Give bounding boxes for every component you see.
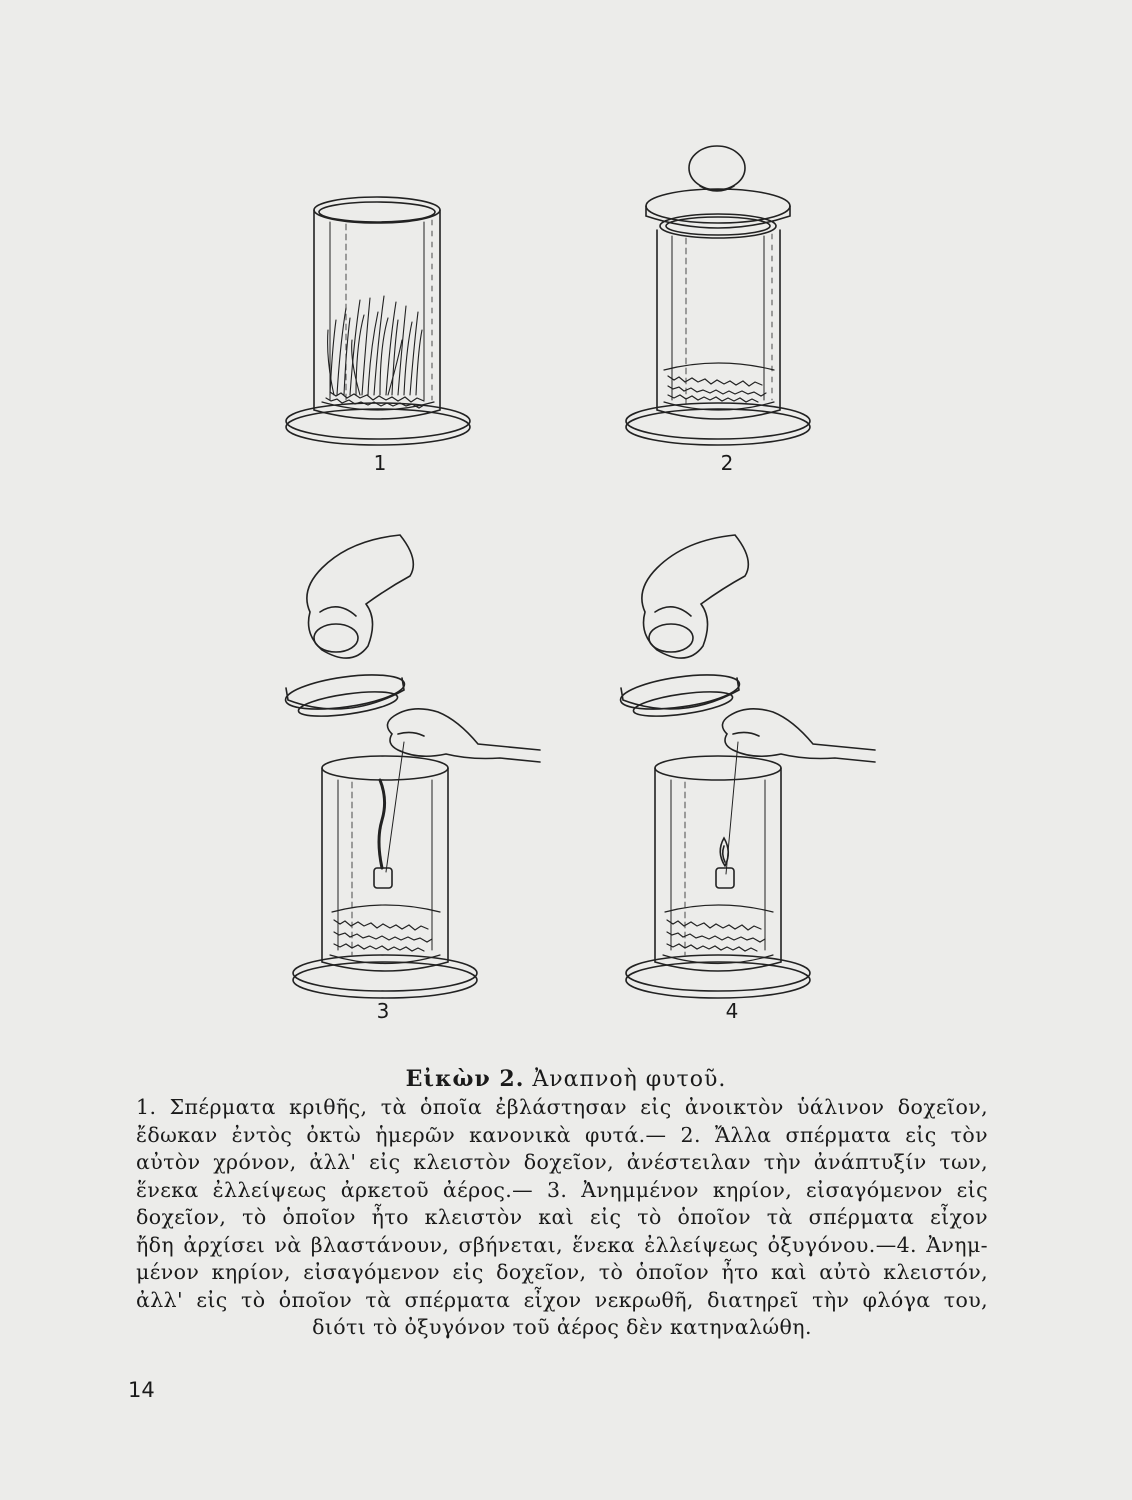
hand-4-holding-candle-string (722, 709, 875, 762)
sprouts-grass (328, 296, 422, 395)
jar-2-lid (646, 146, 790, 238)
caption-line: μένον κηρίον, εἰσαγόμενον εἰς δοχεῖον, τὸ ὁποῖον ἦτο καὶ αὐτὸ κλειστόν, (136, 1260, 988, 1284)
jar-4 (626, 756, 810, 998)
candle-4-lit (716, 742, 738, 888)
caption-line: 1. Σπέρματα κριθῆς, τὰ ὁποῖα ἐβλάστησαν εἰς ἀνοικτὸν ὑάλινον δοχεῖον, (136, 1095, 988, 1119)
caption-title-label: Εἰκὼν 2. (405, 1066, 525, 1092)
lid-4 (618, 669, 741, 721)
caption-line: ἀλλ' εἰς τὸ ὁποῖον τὰ σπέρματα εἶχον νεκρωθῆ, διατηρεῖ τὴν φλόγα του, (136, 1287, 988, 1312)
hand-4-holding-knob (642, 535, 748, 658)
caption-line: ἕνεκα ἐλλείψεως ἀρκετοῦ ἀέρος.— 3. Ἀνημμένον κηρίον, εἰσαγόμενον εἰς (136, 1177, 988, 1202)
caption-body (136, 1094, 988, 1342)
caption-line: δοχεῖον, τὸ ὁποῖον ἦτο κλειστὸν καὶ εἰς τὸ ὁποῖον τὰ σπέρματα εἶχον (136, 1205, 988, 1229)
figure-2-number: 2 (720, 451, 734, 475)
candle-3-extinguished (374, 742, 404, 888)
page-number: 14 (128, 1378, 155, 1402)
caption-line: ἤδη ἀρχίσει νὰ βλαστάνουν, σβήνεται, ἕνεκα ἐλλείψεως ὀξυγόνου.—4. Ἀνημ- (136, 1232, 988, 1257)
caption-title (0, 1066, 1132, 1092)
jar-2-closed (626, 230, 810, 445)
caption-line: ἔδωκαν ἐντὸς ὀκτὼ ἡμερῶν κανονικὰ φυτά.— 2. Ἄλλα σπέρματα εἰς τὸν (136, 1122, 988, 1147)
figure-1-number: 1 (373, 451, 387, 475)
jar-1-open-with-sprouts (286, 197, 470, 445)
figure-4-number: 4 (725, 999, 739, 1023)
hand-3-holding-knob (307, 535, 413, 658)
caption-line: διότι τὸ ὀξυγόνον τοῦ ἀέρος δὲν κατηναλώθη. (312, 1315, 812, 1339)
caption-title-text: Ἀναπνοὴ φυτοῦ. (532, 1067, 727, 1092)
caption-line: αὐτὸν χρόνον, ἀλλ' εἰς κλειστὸν δοχεῖον, ἀνέστειλαν τὴν ἀνάπτυξίν των, (136, 1150, 988, 1174)
figure-3-number: 3 (376, 999, 390, 1023)
lid-3 (283, 669, 406, 721)
hand-3-holding-candle-string (387, 709, 540, 762)
soil-1 (322, 392, 434, 410)
